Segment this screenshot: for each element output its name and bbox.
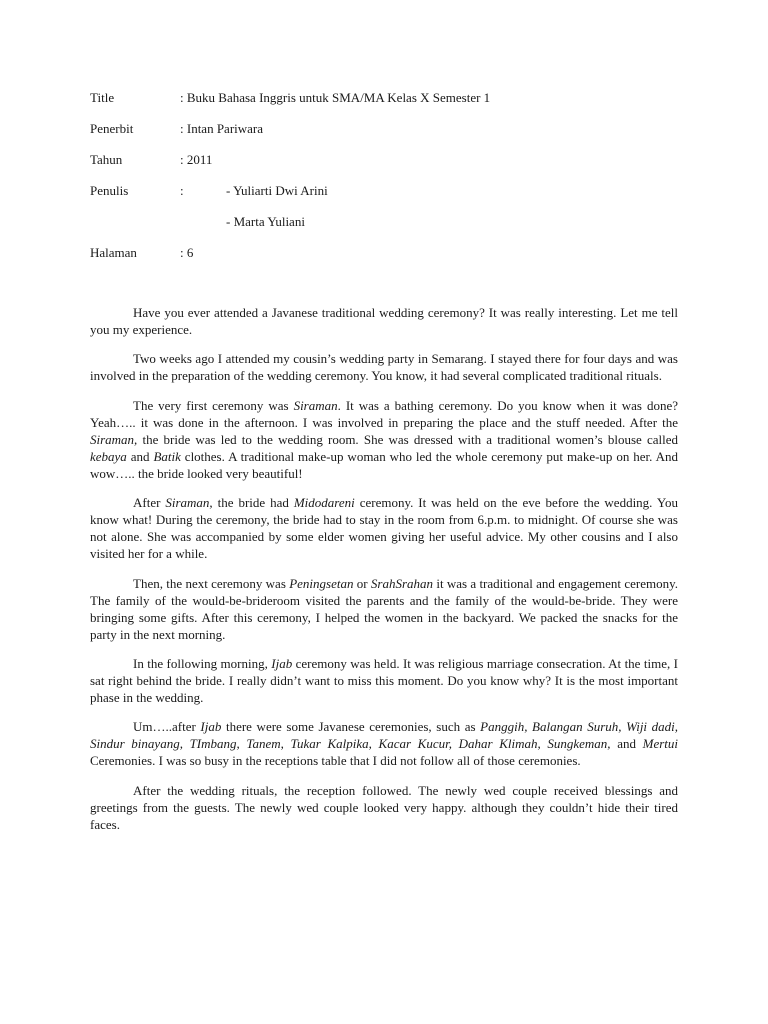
italic-term: Siraman, (165, 495, 213, 511)
meta-publisher-label: Penerbit (90, 121, 134, 136)
text-run: it was a traditional and engagement ceremony. The family of the would-be-brideroom visited the parents and the family of the would-be-bride. They were bringing some gifts. After this ceremony, I helped the women in the backyard. We packed the snacks for the party in the next morning. (90, 575, 678, 642)
meta-publisher-value: : Intan Pariwara (180, 121, 264, 136)
text-run: there were some Javanese ceremonies, such as (221, 719, 481, 735)
text-run: the bride was led to the wedding room. She was dressed with a traditional women’s blouse called (137, 431, 678, 447)
meta-title-label: Title (90, 90, 115, 105)
meta-author-1: - Yuliarti Dwi Arini (226, 183, 328, 198)
text-run: or (353, 575, 371, 591)
italic-term: Batik (153, 448, 181, 464)
meta-authors-colon: : (180, 183, 184, 198)
text-run: ceremony. It was held on the eve before the wedding. You know what! During the ceremony, the bride had to stay in the room from 6.p.m. to midnight. Of course she was not alone. She was accompanied by some elder women giving her useful advice. My other cousins and I also visited her for a while. (90, 495, 678, 562)
paragraph (90, 655, 678, 706)
meta-page-label: Halaman (90, 245, 137, 260)
text-run: the bride had (212, 495, 294, 511)
paragraph (90, 575, 678, 643)
text-run: clothes. A traditional make-up woman who led the whole ceremony put make-up on her. And wow….. the bride looked very beautiful! (90, 448, 678, 481)
meta-authors-label: Penulis (90, 183, 129, 198)
meta-title-value: : Buku Bahasa Inggris untuk SMA/MA Kelas X Semester 1 (180, 90, 491, 105)
text-run: Have you ever attended a Javanese traditional wedding ceremony? It was really interesting. Let me tell you my experience. (90, 305, 678, 337)
italic-term: Mertui (642, 736, 678, 752)
meta-year-value: : 2011 (180, 152, 213, 167)
paragraph (90, 350, 678, 384)
text-run: and (610, 736, 643, 752)
italic-term: Peningsetan (289, 575, 354, 591)
italic-term: Siraman (293, 397, 338, 413)
italic-term: Panggih, Balangan Suruh, Wiji dadi, Sindur binayang, TImbang, Tanem, Tukar Kalpika, Kacar Kucur, Dahar Klimah, Sungkeman, (90, 719, 679, 752)
paragraph (90, 782, 678, 833)
text-run: Ceremonies. I was so busy in the receptions table that I did not follow all of those ceremonies. (90, 753, 581, 769)
text-run: Um…..after (133, 719, 201, 735)
italic-term: Ijab (200, 719, 222, 735)
text-run: After the wedding rituals, the reception followed. The newly wed couple received blessings and greetings from the guests. The newly wed couple looked very happy. although they couldn’t hide their tired faces. (90, 782, 678, 832)
italic-term: Midodareni (293, 495, 355, 511)
text-run: The very first ceremony was (133, 397, 294, 413)
text-run: and (126, 448, 154, 464)
text-run: Two weeks ago I attended my cousin’s wedding party in Semarang. I stayed there for four days and was involved in the preparation of the wedding ceremony. You know, it had several complicated traditional rituals. (90, 351, 678, 384)
text-run: Then, the next ceremony was (133, 575, 290, 591)
text-run: ceremony was held. It was religious marriage consecration. At the time, I sat right behind the bride. I really didn’t want to miss this moment. Do you know why? It is the most important phase in the wedding. (90, 655, 678, 705)
italic-term: Siraman, (90, 431, 138, 447)
paragraph (90, 718, 678, 769)
text-run: In the following morning, (133, 655, 272, 671)
meta-year-label: Tahun (90, 152, 123, 167)
italic-term: SrahSrahan (370, 575, 434, 591)
story-body (90, 304, 678, 845)
meta-page-value: : 6 (180, 245, 194, 260)
italic-term: kebaya (90, 448, 127, 464)
paragraph (90, 494, 678, 562)
paragraph (90, 304, 678, 338)
text-run: . It was a bathing ceremony. Do you know when it was done? Yeah….. it was done in the afternoon. I was involved in preparing the place and the stuff needed. After the (90, 397, 678, 430)
paragraph (90, 397, 678, 482)
text-run: After (133, 495, 166, 511)
meta-author-2: - Marta Yuliani (226, 214, 305, 229)
italic-term: Ijab (271, 655, 293, 671)
